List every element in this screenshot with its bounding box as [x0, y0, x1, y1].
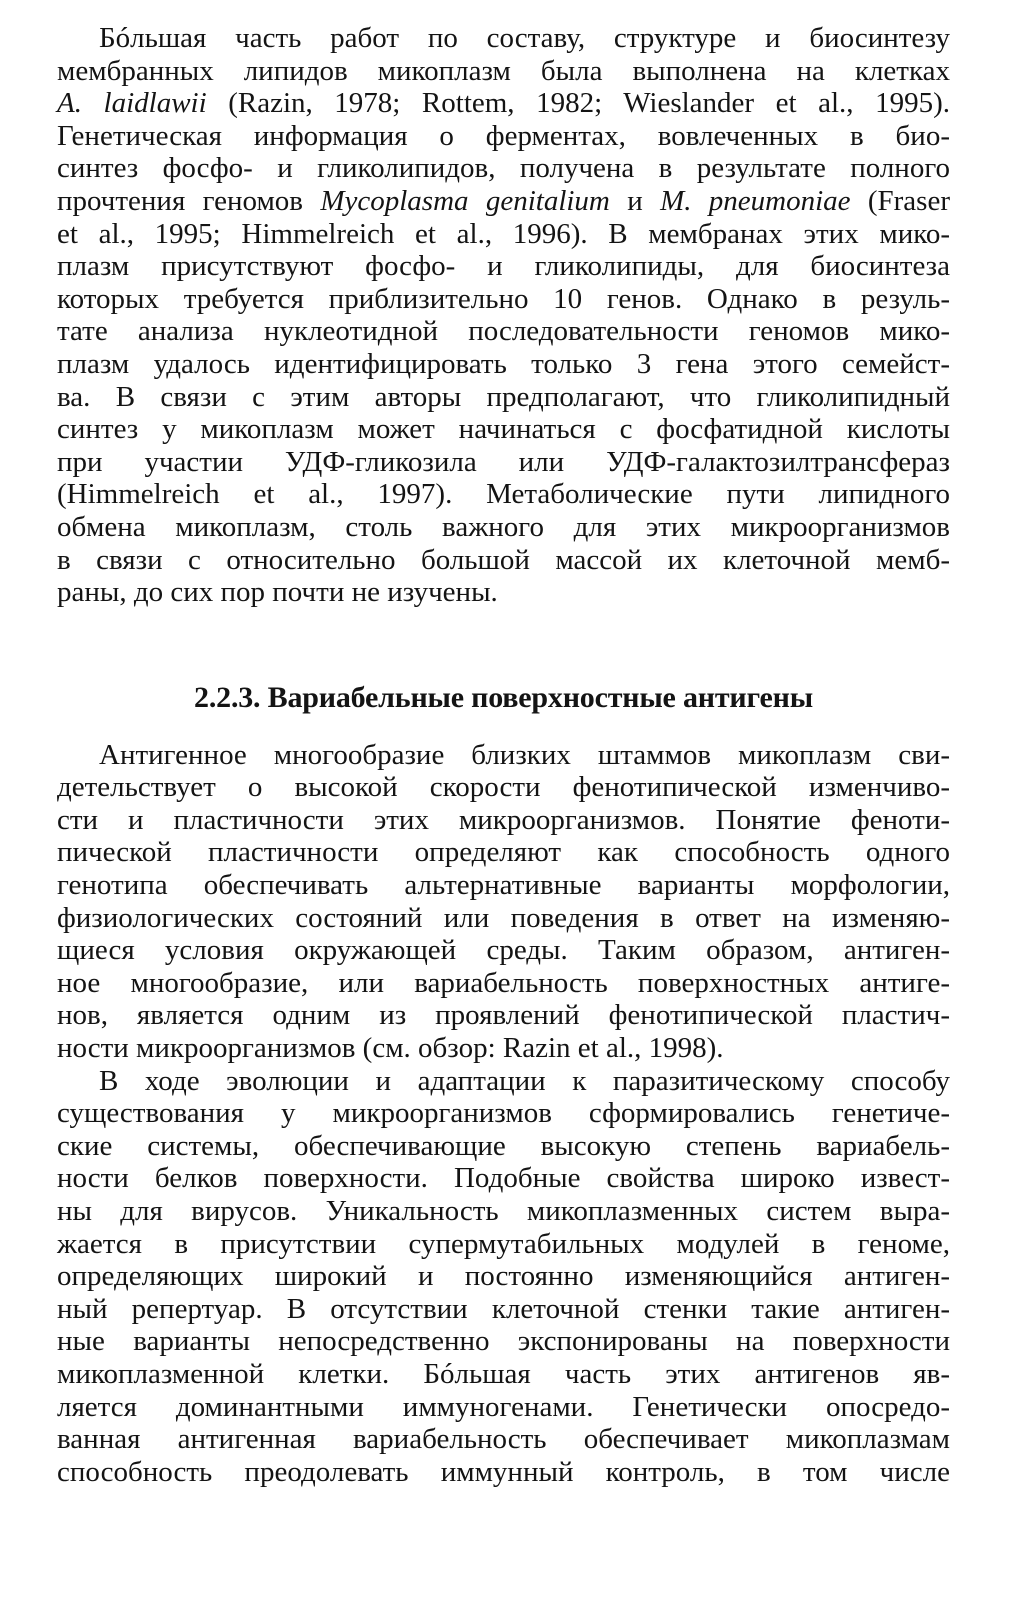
text-line: синтез у микоплазм может начинаться с фосфатидной кислоты	[57, 413, 950, 446]
paragraph-evolution-adaptation	[57, 1065, 950, 1489]
text-line: мембранных липидов микоплазм была выполнена на клетках	[57, 54, 950, 87]
text-line: Антигенное многообразие близких штаммов микоплазм сви-	[99, 738, 950, 771]
text-line: ские системы, обеспечивающие высокую степень вариабель-	[57, 1129, 950, 1162]
species-name: M. pneumoniae	[660, 184, 851, 217]
text-line: детельствует о высокой скорости фенотипической изменчиво-	[57, 771, 950, 804]
text-line: физиологических состояний или поведения в ответ на изменяю-	[57, 901, 950, 934]
text-line: Бóльшая часть работ по составу, структуре и биосинтезу	[99, 22, 950, 54]
text-line: ляется доминантными иммуногенами. Генетически опосредо-	[57, 1390, 950, 1423]
text-line: В ходе эволюции и адаптации к паразитическому способу	[99, 1064, 950, 1097]
text-line: ности микроорганизмов (см. обзор: Razin et al., 1998).	[57, 1032, 724, 1065]
section-heading: 2.2.3. Вариабельные поверхностные антигены	[194, 680, 813, 714]
text-line: Генетическая информация о ферментах, вовлеченных в био-	[57, 119, 950, 152]
text-line: плазм удалось идентифицировать только 3 гена этого семейст-	[57, 347, 950, 380]
text-line: жается в присутствии супермутабильных модулей в геноме,	[57, 1227, 950, 1260]
text-line: щиеся условия окружающей среды. Таким образом, антиген-	[57, 934, 950, 967]
text-line: ванная антигенная вариабельность обеспечивает микоплазмам	[57, 1423, 950, 1456]
text-line: генотипа обеспечивать альтернативные варианты морфологии,	[57, 869, 950, 902]
text-line: обмена микоплазм, столь важного для этих микроорганизмов	[57, 510, 950, 543]
text-line: раны, до сих пор почти не изучены.	[57, 576, 498, 609]
text-line: определяющих широкий и постоянно изменяющийся антиген-	[57, 1260, 950, 1293]
text-line: нов, является одним из проявлений фенотипической пластич-	[57, 999, 950, 1032]
text-line: (Himmelreich et al., 1997). Метаболические пути липидного	[57, 478, 950, 511]
text-line: существования у микроорганизмов сформировались генетиче-	[57, 1097, 950, 1130]
text-line: в связи с относительно большой массой их клеточной мемб-	[57, 543, 950, 576]
paragraph-antigenic-diversity	[57, 739, 950, 1065]
text-line: тате анализа нуклеотидной последовательности геномов мико-	[57, 315, 950, 348]
text-line: микоплазменной клетки. Бóльшая часть этих антигенов яв-	[57, 1357, 950, 1390]
text-line: пической пластичности определяют как способность одного	[57, 836, 950, 869]
text-line: синтез фосфо- и гликолипидов, получена в результате полного	[57, 152, 950, 185]
text-line: сти и пластичности этих микроорганизмов. Понятие феноти-	[57, 803, 950, 836]
text-line: ва. В связи с этим авторы предполагают, что гликолипидный	[57, 380, 950, 413]
paragraph-lipid-biosynthesis	[57, 22, 950, 609]
text-line: при участии УДФ-гликозила или УДФ-галактозилтрансфераз	[57, 445, 950, 478]
text-line: которых требуется приблизительно 10 генов. Однако в резуль-	[57, 282, 950, 315]
text-line: плазм присутствуют фосфо- и гликолипиды, для биосинтеза	[57, 250, 950, 283]
text-line: способность преодолевать иммунный контроль, в том числе	[57, 1455, 950, 1488]
species-name: A. laidlawii	[57, 87, 207, 120]
text-line: ный репертуар. В отсутствии клеточной стенки такие антиген-	[57, 1292, 950, 1325]
book-page	[57, 22, 950, 1488]
text-line: ности белков поверхности. Подобные свойства широко извест-	[57, 1162, 950, 1195]
text-line: прочтения геномов Mycoplasma genitalium и M. pneumoniae (Fraser	[57, 184, 950, 217]
text-line: A. laidlawii (Razin, 1978; Rottem, 1982; Wieslander et al., 1995).	[57, 87, 950, 120]
text-line: ное многообразие, или вариабельность поверхностных антиге-	[57, 966, 950, 999]
species-name: Mycoplasma genitalium	[320, 184, 610, 217]
text-line: ны для вирусов. Уникальность микоплазменных систем выра-	[57, 1195, 950, 1227]
text-line: et al., 1995; Himmelreich et al., 1996). В мембранах этих мико-	[57, 217, 950, 250]
text-line: ные варианты непосредственно экспонированы на поверхности	[57, 1325, 950, 1358]
